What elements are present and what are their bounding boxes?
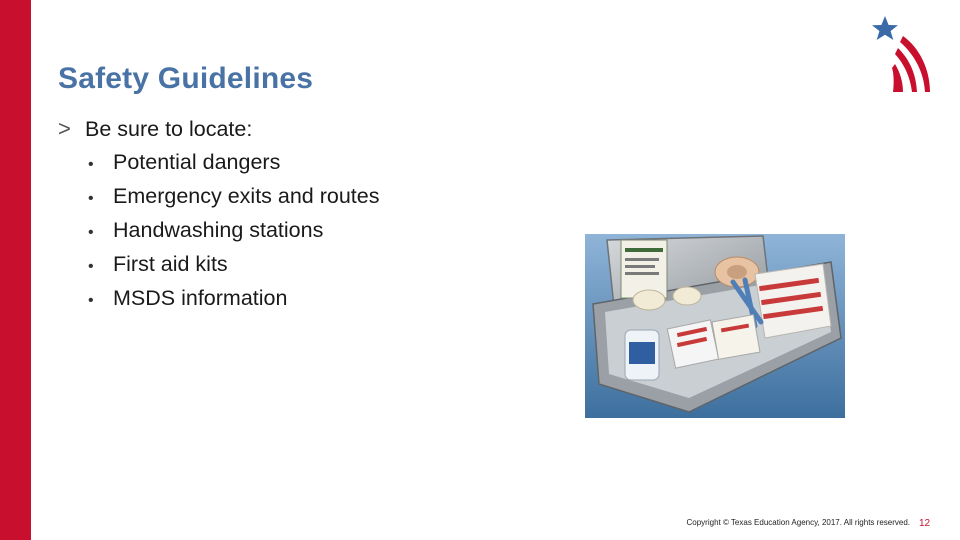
copyright-footer: Copyright © Texas Education Agency, 2017. All rights reserved. bbox=[686, 518, 910, 527]
main-point-marker: > bbox=[58, 116, 71, 141]
bullet-text: Potential dangers bbox=[113, 150, 281, 174]
bullet-text: Emergency exits and routes bbox=[113, 184, 380, 208]
main-point-text: Be sure to locate: bbox=[85, 117, 253, 141]
tea-logo-icon bbox=[868, 14, 932, 94]
page-number: 12 bbox=[919, 518, 931, 529]
bullet-dot: • bbox=[88, 258, 94, 275]
bullet-text: MSDS information bbox=[113, 286, 288, 310]
bullet-item bbox=[88, 150, 380, 184]
logo-swoosh-stem bbox=[892, 64, 903, 92]
bullet-item bbox=[88, 218, 380, 252]
bullet-dot: • bbox=[88, 156, 94, 173]
bullet-dot: • bbox=[88, 224, 94, 241]
slide-title: Safety Guidelines bbox=[58, 62, 314, 95]
logo-star bbox=[872, 16, 898, 40]
bullet-item bbox=[88, 252, 380, 286]
bullet-text: Handwashing stations bbox=[113, 218, 324, 242]
bullet-list bbox=[88, 150, 380, 320]
bullet-dot: • bbox=[88, 190, 94, 207]
side-accent-bar bbox=[0, 0, 31, 540]
bullet-text: First aid kits bbox=[113, 252, 228, 276]
bullet-item bbox=[88, 184, 380, 218]
first-aid-kit-photo bbox=[585, 234, 845, 418]
main-point bbox=[58, 116, 252, 142]
bullet-item bbox=[88, 286, 380, 320]
bullet-dot: • bbox=[88, 292, 94, 309]
